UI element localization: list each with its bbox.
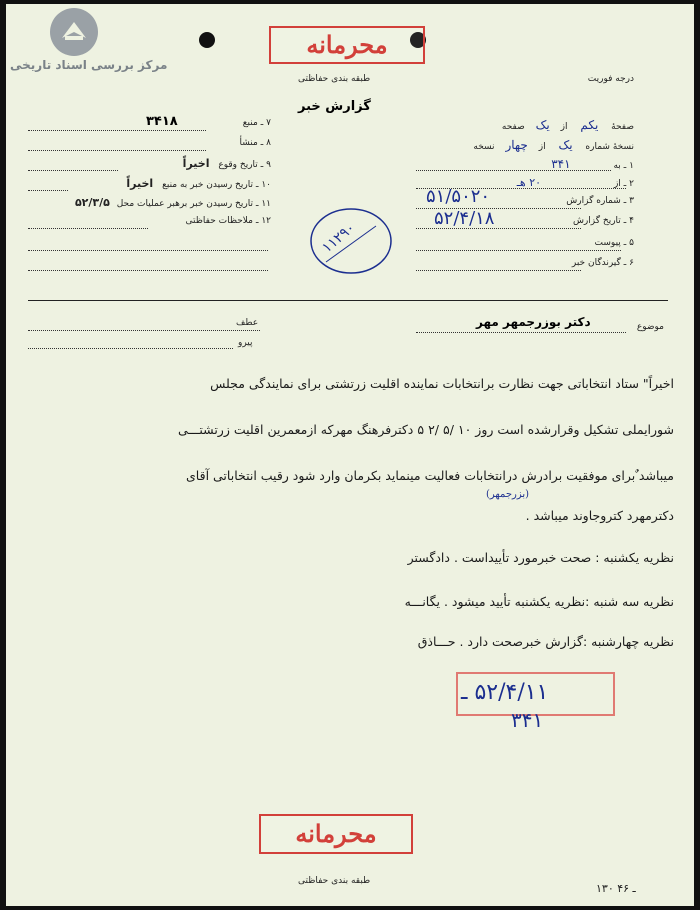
body-line: دکترمهرد کتروجاوند میباشد .: [525, 508, 674, 523]
report-number-value: ۵۱/۵۰۲۰: [426, 186, 491, 207]
stamp-handwritten-number: ۳۴۱: [511, 708, 544, 732]
field-source: ۷ ـ منبع: [242, 118, 271, 128]
body-line: شورایملی تشکیل وقرارشده است روز ۱۰ /۵ /۲ ۵ دکترفرهنگ مهرکه ازمعمرین اقلیت زرتشتـــی: [178, 422, 674, 437]
field-copy-number: نسخهٔ شماره یک از چهار نسخه: [473, 138, 634, 152]
field-security-notes: ۱۲ ـ ملاحظات حفاظتی: [185, 216, 271, 226]
opinion-line: نظریه سه شنبه :نظریه یکشنبه تأیید میشود . یگانـــه: [404, 594, 674, 609]
form-code: ۱۳۰ ـ ۴۶: [596, 882, 636, 895]
field-origin: ۸ ـ منشأ: [239, 138, 271, 148]
field-report-date: ۴ ـ تاریخ گزارش: [572, 216, 634, 226]
body-annotation: (بزرجمهر): [486, 489, 530, 500]
punch-hole-left: [199, 32, 215, 48]
body-line: میباشد ٌبرای موفقیت برادرش درانتخابات فعالیت مینماید بکرمان وارد شود رقیب انتخاباتی آقای: [186, 468, 674, 483]
field-recipients: ۶ ـ گیرندگان خبر: [571, 258, 634, 268]
archive-logo: [48, 6, 100, 62]
document-page: [6, 4, 694, 906]
body-line: اخیراً" ستاد انتخاباتی جهت نظارت برانتخابات نماینده اقلیت زرتشتی برای نمایندگی مجلس: [210, 376, 674, 391]
followup-label: پیرو: [238, 338, 253, 348]
classification-stamp-bottom: محرمانه: [259, 814, 413, 854]
source-value: ۳۴۱۸: [146, 114, 178, 129]
classification-label-top: طبقه بندی حفاظتی: [298, 74, 371, 84]
reference-label: عطف: [236, 318, 259, 328]
circled-note: ۱۱۲۹۰: [306, 204, 396, 278]
opinion-line: نظریه یکشنبه : صحت خبرمورد تأییداست . دادگستر: [407, 550, 674, 565]
archive-name: مرکز بررسی اسناد تاریخی: [10, 58, 168, 72]
priority-label: درجه فوریت: [587, 74, 634, 84]
subject-label: موضوع: [636, 322, 664, 332]
form-title: گزارش خبر: [298, 99, 371, 114]
section-divider: [28, 300, 668, 301]
field-report-number: ۳ ـ شماره گزارش: [566, 196, 634, 206]
field-event-date: ۹ ـ تاریخ وقوع اخیراً: [182, 157, 271, 170]
field-source-received-date: ۱۰ ـ تاریخ رسیدن خبر به منبع اخیراً: [126, 177, 271, 190]
subject-value: دکتر بوزرجمهر مهر: [476, 315, 591, 329]
field-attachment: ۵ ـ پیوست: [594, 238, 634, 248]
opinion-line: نظریه چهارشنبه :گزارش خبرصحت دارد . حـــاذق: [417, 634, 674, 649]
field-page-number: صفحهٔ یکم از یک صفحه: [501, 118, 634, 132]
field-from: ۲ ـ از ۲۰ هـ: [516, 176, 634, 189]
field-leader-received-date: ۱۱ ـ تاریخ رسیدن خبر برهبر عملیات محل ۵۲/۳/۵: [74, 196, 271, 209]
classification-label-bottom: طبقه بندی حفاظتی: [298, 876, 371, 886]
classification-stamp-top: محرمانه: [269, 26, 425, 64]
field-to: ۱ ـ به ۳۴۱: [551, 157, 634, 171]
stamp-handwritten-date: ۵۲/۴/۱۱ ـ: [461, 680, 549, 705]
report-date-value: ۵۲/۴/۱۸: [434, 208, 495, 229]
